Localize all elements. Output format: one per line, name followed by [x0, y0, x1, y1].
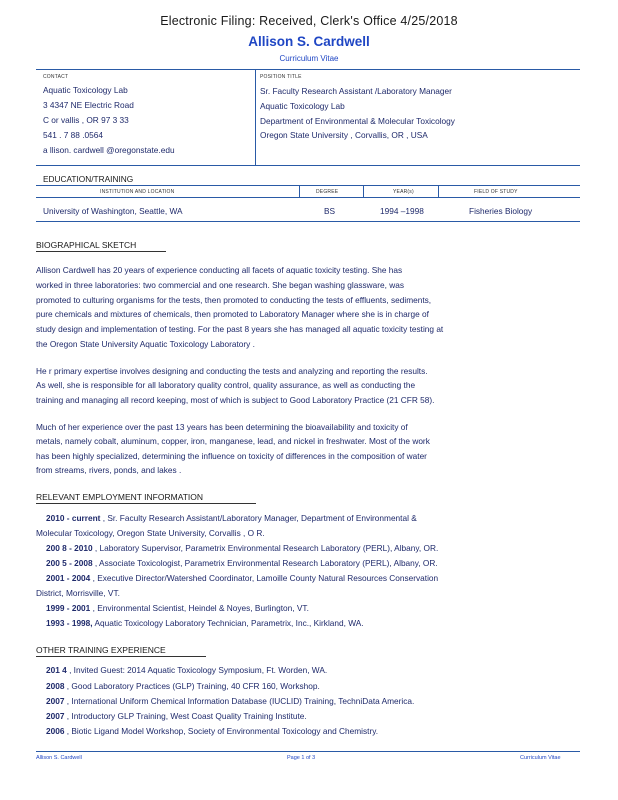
bio-line: Allison Cardwell has 20 years of experience conducting all facets of aquatic toxicity testing. She has	[36, 265, 403, 275]
edu-degree: BS	[324, 206, 336, 216]
box-top-rule	[36, 69, 580, 70]
bio-line: training and managing all record keeping, most of which is subject to Good Laboratory Practice (21 CFR 58).	[36, 395, 435, 405]
footer-name: Allison S. Cardwell	[36, 755, 82, 761]
col-field: FIELD OF STUDY	[474, 189, 518, 195]
col-sep	[299, 186, 300, 197]
bio-line: He r primary expertise involves designing and conducting the tests and analyzing and reporting the results.	[36, 366, 428, 376]
footer-doc-title: Curriculum Vitae	[520, 755, 561, 761]
bio-line: has been highly specialized, determining the influence on toxicity of differences in the composition of water	[36, 451, 427, 461]
position-line: Department of Environmental & Molecular Toxicology	[260, 116, 455, 126]
filing-stamp: Electronic Filing: Received, Clerk's Office 4/25/2018	[160, 14, 458, 28]
col-institution: INSTITUTION AND LOCATION	[100, 189, 175, 195]
training-title-underline	[36, 656, 206, 657]
position-line: Aquatic Toxicology Lab	[260, 101, 345, 111]
employment-entry: 200 8 - 2010 , Laboratory Supervisor, Parametrix Environmental Research Laboratory (PERL), Albany, OR.	[46, 543, 439, 553]
training-entry: 2007 , Introductory GLP Training, West Coast Quality Training Institute.	[46, 711, 307, 721]
footer-page-number: Page 1 of 3	[287, 755, 316, 761]
document-subtitle: Curriculum Vitae	[279, 54, 339, 63]
education-bottom-rule	[36, 221, 580, 222]
position-line: Sr. Faculty Research Assistant /Laboratory Manager	[260, 86, 452, 96]
employment-entry: District, Morrisville, VT.	[36, 588, 120, 598]
employment-entry: 2010 - current , Sr. Faculty Research Assistant/Laboratory Manager, Department of Environmental &	[46, 513, 417, 523]
bio-line: pure chemicals and mixtures of chemicals, then promoted to Laboratory Manager where she is in charge of	[36, 309, 429, 319]
box-divider	[255, 69, 256, 165]
bio-line: the Oregon State University Aquatic Toxicology Laboratory .	[36, 339, 255, 349]
contact-line: Aquatic Toxicology Lab	[43, 85, 128, 95]
contact-line: C or vallis , OR 97 3 33	[43, 115, 129, 125]
bio-line: worked in three laboratories: two commercial and one research. She began washing glassware, was	[36, 280, 405, 290]
person-name: Allison S. Cardwell	[248, 34, 370, 49]
bio-line: Much of her experience over the past 13 years has been determining the bioavailability and toxicity of	[36, 422, 408, 432]
bio-title-underline	[36, 251, 166, 252]
employment-title-underline	[36, 503, 256, 504]
employment-entry: 1993 - 1998, Aquatic Toxicology Laboratory Technician, Parametrix, Inc., Kirkland, WA.	[46, 618, 364, 628]
bio-line: promoted to culturing organisms for the tests, then promoted to conducting the tests of effluents, sediments,	[36, 295, 432, 305]
contact-label: CONTACT	[43, 74, 69, 80]
footer-rule	[36, 751, 580, 752]
col-sep	[363, 186, 364, 197]
position-line: Oregon State University , Corvallis, OR , USA	[260, 130, 428, 140]
education-title: EDUCATION/TRAINING	[43, 174, 134, 184]
training-entry: 2006 , Biotic Ligand Model Workshop, Society of Environmental Toxicology and Chemistry.	[46, 726, 379, 736]
education-header-top-rule	[36, 185, 580, 186]
employment-title: RELEVANT EMPLOYMENT INFORMATION	[36, 492, 204, 502]
bio-line: As well, she is responsible for all laboratory quality control, quality assurance, as well as conducting the	[36, 380, 416, 390]
edu-field: Fisheries Biology	[469, 206, 533, 216]
education-header-bottom-rule	[36, 197, 580, 198]
employment-entry: 1999 - 2001 , Environmental Scientist, Heindel & Noyes, Burlington, VT.	[46, 603, 309, 613]
box-bottom-rule	[36, 165, 580, 166]
bio-line: study design and implementation of testing. For the past 8 years she has managed all aquatic toxicity testing at	[36, 324, 444, 334]
bio-line: from streams, rivers, ponds, and lakes .	[36, 465, 182, 475]
contact-line: 541 . 7 88 .0564	[43, 130, 103, 140]
training-entry: 2007 , International Uniform Chemical Information Database (IUCLID) Training, TechniData America.	[46, 696, 415, 706]
bio-title: BIOGRAPHICAL SKETCH	[36, 240, 137, 250]
bio-line: metals, namely cobalt, aluminum, copper, iron, manganese, lead, and nickel in freshwater. Most of the work	[36, 436, 430, 446]
training-entry: 2008 , Good Laboratory Practices (GLP) Training, 40 CFR 160, Workshop.	[46, 681, 320, 691]
training-title: OTHER TRAINING EXPERIENCE	[36, 645, 166, 655]
employment-entry: 200 5 - 2008 , Associate Toxicologist, Parametrix Environmental Research Laboratory (PERL), Albany, OR.	[46, 558, 438, 568]
employment-entry: 2001 - 2004 , Executive Director/Watershed Coordinator, Lamoille County Natural Resources Conservation	[46, 573, 439, 583]
col-degree: DEGREE	[316, 189, 339, 195]
contact-email: a llison. cardwell @oregonstate.edu	[43, 145, 175, 155]
training-entry: 201 4 , Invited Guest: 2014 Aquatic Toxicology Symposium, Ft. Worden, WA.	[46, 665, 328, 675]
employment-entry: Molecular Toxicology, Oregon State University, Corvallis , O R.	[36, 528, 265, 538]
edu-years: 1994 –1998	[380, 206, 424, 216]
contact-line: 3 4347 NE Electric Road	[43, 100, 134, 110]
col-years: YEAR(s)	[393, 189, 414, 195]
edu-institution: University of Washington, Seattle, WA	[43, 206, 183, 216]
position-label: POSITION TITLE	[260, 74, 302, 80]
col-sep	[438, 186, 439, 197]
